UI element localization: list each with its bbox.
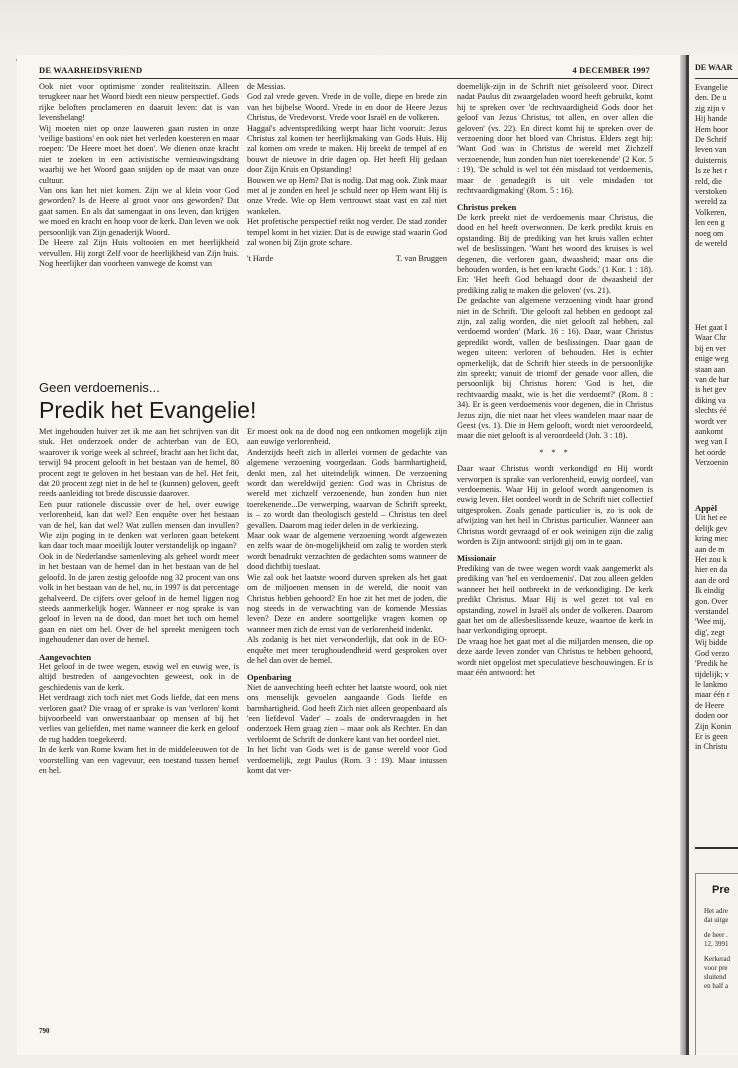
article-headline: Predik het Evangelie! [39,397,257,423]
section-heading: Christus preken [457,202,517,213]
text-line: aan de ord [695,575,730,585]
text-line: de heer . [704,931,728,939]
text-line: weg van I [695,437,728,447]
issue-date: 4 DECEMBER 1997 [572,65,650,75]
text-line: reld, die [695,176,722,186]
paragraph: In het licht van Gods wet is de ganse wereld voor God verdoemelijk, zegt Paulus (Rom. 3 : 19). Maar intussen komt dat ver- [247,745,447,775]
text-line: Is ze het r [695,166,728,176]
paragraph: Een puur rationele discussie over de hel, over euwige verlorenheid, kan dat wel? Een enquête over het bestaan van de hel, kan dat wel? Wat zullen mensen dan invullen? Wie zijn poging in te denken wat verloren gaan betekent kan daar toch maar moeilijk louter verstandelijk op ingaan? [39,499,239,551]
text-line: De Schrif [695,135,727,145]
text-line: Er is geen [695,731,728,741]
paragraph: de Messias. [247,82,286,91]
top-article-column-1 [39,82,239,269]
right-text-block-1 [695,83,738,250]
text-line: gon. Over [695,596,728,606]
text-line: dat uitge [704,916,729,924]
publication-name: DE WAARHEIDSVRIEND [39,65,143,75]
running-header [39,63,650,77]
text-line: de Heere [695,700,725,710]
text-line: verstandel [695,607,729,617]
text-line: staan aan [695,364,726,374]
text-line: zig zijn v [695,103,726,113]
paragraph: Haggaï's adventsprediking werpt haar licht vooruit: Jezus Christus zal komen ter heerlijkmaking van Gods Huis. Hij zal komen om vrede te maken. Hij breekt de tempel af en bouwt de nieuwe in drie dagen op. Het heeft Hij gedaan door Zijn Kruis en Opstanding! [247,123,447,175]
text-line: Hem hoor [695,124,728,134]
text-line: hier en da [695,565,728,575]
text-line: leven van [695,145,727,155]
section-divider-stars: * * * [539,447,571,457]
top-article-column-2 [247,82,447,264]
continuation-column [457,82,653,678]
text-line: sluitend [704,973,727,981]
text-line: is het gev [695,385,727,395]
paragraph: Wie zal ook het laatste woord durven spreken als het gaat om de miljoenen mensen in de wereld, die nooit van Christus hebben gehoord? En hoe zit het met de joden, die nog steeds in de verwachting van de komende Messias leven? Deze en andere soortgelijke vragen komen op wanneer men zich de ernst van de verlorenheid indenkt. [247,572,447,634]
text-line: Verzoenin [695,458,729,468]
text-line: Kerkerad [704,955,731,963]
paragraph: De kerk preekt niet de verdoemenis maar Christus, die dood en hel heeft overwonnen. De kerk predikt kruis en opstanding. Bij de prediking van het kruis vallen echter wel de beslissingen. 'Want het woord des kruises is wel degenen, die verloren gaan, dwaasheid; maar ons die behouden worden, is het een kracht Gods.' (1 Kor. 1 : 18). En: 'Het heeft God behaagd door de dwaasheid der prediking zalig te maken die geloven' (vs. 21). [457,212,653,295]
text-line: Hij hande [695,114,728,124]
text-line: Uit het ee [695,513,727,523]
paragraph: Anderzijds heeft zich in allerlei vormen de gedachte van algemene verzoening voorgedaan. Gods barmhartigheid, denkt men, zal het uiteindelijk winnen. De verzoening wordt dan wereldwijd gezien: God was in Christus de wereld met zichzelf verzoenende, hun zonden hun niet toerekenende...De verwerping, waarvan de Schrift spreekt, is – zo wordt dan theologisch gesteld – Christus ten deel gevallen. Daarom mag ieder delen in de verkiezing. [247,447,447,530]
text-line: diking va [695,395,726,405]
paragraph: In de kerk van Rome kwam het in de middeleeuwen tot de voorstelling van een vagevuur, een toestand tussen hemel en hel. [39,745,239,775]
text-line: Zijn Konin [695,721,732,731]
text-line: en half a [704,982,729,990]
paragraph: Van ons kan het niet komen. Zijn we al klein voor God geworden? Is de Heere al groot voor ons geworden? Dat gaat samen. En als dat samengaat in ons leven, dan krijgen we moed en kracht en hoop voor de kerk. Dan leven we ook persoonlijk van Zijn genaderijk Woord. [39,186,239,237]
text-line: len een g [695,218,725,228]
paragraph: doemelijk-zijn in de Schrift niet geïsoleerd voor. Direct nadat Paulus dit zwaargeladen woord heeft gebruikt, komt hij te spreken over 'de rechtvaardigheid Gods door het geloof van Jezus Christus, tot allen, en over allen die geloven' (vs. 22). En direct komt hij te spreken over de verzoening door het bloed van Christus. Elders zegt hij: 'Want God was in Christus de wereld met Zichzelf verzoenende, hun zonden hun niet toerekenende' (2 Kor. 5 : 19). 'De schuld is wel tot één misdaad tot verdoemenis, maar de genadegift is uit vele misdaden tot rechtvaardigmaking' (Rom. 5 : 16). [457,82,653,196]
text-line: aankomt [695,427,724,437]
section-heading: Openbaring [247,672,292,683]
text-line: wereld za [695,197,727,207]
text-line: tijdelijk; v [695,669,729,679]
text-line: delijk gev [695,523,728,533]
text-line: Het adre [704,907,728,915]
text-line: het oorde [695,447,726,457]
paragraph: Bouwen we op Hem? Dat is nodig. Dat mag ook. Zink maar met al je zonden en heel je schuld neer op Hem want Hij is onze Vrede. Wie op Hem vertrouwt staat vast en zal niet wankelen. [247,175,447,216]
text-line: doden oor [695,711,728,721]
header-rule [39,78,650,79]
section-heading: Aangevochten [39,651,92,662]
text-line: God verzo [695,648,730,658]
text-line: Waar Chr [695,333,727,343]
paragraph: Met ingehouden huiver zet ik me aan het schrijven van dit stuk. Het onderzoek onder de achterban van de EO, waarover ik vorige week al schreef, bracht aan het licht dat, terwijl 94 procent gelooft in het bestaan van de hemel, 80 procent zegt te geloven in het bestaan van de hel. Het feit, dat 20 procent zegt niet in de hel te (kunnen) geloven, geeft reeds aanleiding tot brede discussie daarover. [39,427,239,499]
text-line: voor pre [704,964,728,972]
text-line: enige weg [695,354,729,364]
paragraph: Ook niet voor optimisme zonder realiteitszin. Alleen terugkeer naar het Woord biedt een nieuw perspectief. Gods rijke beloften proclameren en daaruit leven: dat is van levensbelang! [39,82,239,123]
right-running-header: DE WAAR [695,63,733,72]
page-number: 790 [39,1027,50,1035]
scan-top-margin [0,0,738,55]
paragraph: Prediking van de twee wegen wordt vaak aangemerkt als prediking van 'hel en verdoemenis'. Dat zou alleen gelden wanneer het heil ontbreekt in de verkondiging. De kerk predikt Christus. Maar Hij is wel gezet tot val en opstanding, zowel in Israël als onder de volkeren. Daarom gaat het om de allesbeslissende keuze, waartoe de kerk in haar verkondiging oproept. [457,563,653,636]
text-line: Volkeren, [695,207,727,217]
text-line: in Christu [695,742,728,752]
text-line: noeg om [695,228,724,238]
main-article-column-1 [39,427,239,776]
text-line: kring mec [695,534,728,544]
text-line: den. De u [695,93,727,103]
text-line: Wij bidde [695,638,728,648]
text-line: de wereld [695,239,728,249]
signature-place: 't Harde [247,253,274,263]
text-line: 'Wee mij, [695,617,726,627]
text-line: Het gaat I [695,323,728,332]
paragraph: Het geloof in de twee wegen, euwig wel en euwig wee, is altijd bestreden of aangevochten geweest, ook in de geschiedenis van de kerk. [39,661,239,692]
text-line: aan de m [695,544,725,554]
right-newspaper-page [686,55,738,1055]
text-line: maar één r [695,690,730,700]
notice-box [695,873,738,1055]
main-article-column-2 [247,427,447,776]
paragraph: De gedachte van algemene verzoening vindt haar grond niet in de Schrift. 'Die gelooft zal hebben en gedoopt zal zijn, zal zalig worden, die niet gelooft zal hebben, zal verdoemd worden' (Mark. 16 : 16). Daar, waar Christus gepredikt wordt, vallen de beslissingen. Daar gaan de wegen uiteen: verloren of behouden. Het is echter opmerkelijk, dat de Schrift hier steeds in de persoonlijke zin spreekt; vanuit de triomf der genade voor allen, die persoonlijk bij Christus horen: 'God is het, die rechtvaardig maakt, wie is het die verdoemt?' (Rom. 8 : 34). Er is geen verdoemenis voor degenen, die in Christus Jezus zijn, die niet naar het vlees wandelen maar naar de Geest (vs. 1). Die in Hem gelooft, wordt niet veroordeeld, maar die niet gelooft is al veroordeeld (Joh. 3 : 18). [457,296,653,441]
paragraph: Het profetische perspectief reikt nog verder. De stad zonder tempel komt in het vizier. Dat is de euwige stad waarin God zal wonen bij Zijn grote schare. [247,217,447,248]
section-heading: Missionair [457,553,497,564]
text-line: bij en ver [695,343,726,353]
paragraph: De Heere zal Zijn Huis voltooien en met heerlijkheid vervullen. Hij zorgt Zelf voor de heerlijkheid van Zijn huis. Nog heerlijker dan voorheen vanwege de komst van [39,238,239,268]
paragraph: Ook in de Nederlandse samenleving als geheel wordt meer in het bestaan van de hemel dan in het bestaan van de hel geloofd. In de jaren zestig geloofde nog 32 procent van ons volk in het bestaan van de hel, nu, in 1997 is dat percentage gehalveerd. De cijfers over geloof in de hemel liggen nog steeds aanmerkelijk hoger. Wanneer er nog sprake is van geloof in leven na de dood, dan moet het toch om hemel gaan en niet om hel. Over de hel spreekt menigeen toch ingehoudener dan over de hemel. [39,551,239,645]
left-newspaper-page [17,55,680,1055]
right-header-rule [695,78,738,79]
article-kicker: Geen verdoemenis... [39,380,160,395]
text-line: wordt ver [695,416,727,426]
signature-author: T. van Bruggen [395,253,447,263]
paragraph: Er moest ook na de dood nog een ontkomen mogelijk zijn aan euwige verlorenheid. [247,427,447,447]
paragraph: Wij moeten niet op onze lauweren gaan rusten in onze 'veilige bastions' en ook niet het verleden koesteren en maar roepen: 'De Heere moet het doen'. We dienen onze kracht niet te zoeken in een activistische vernieuwingsdrang waarbij we het Woord gaan snijden op de maat van onze cultuur. [39,123,239,185]
paragraph: Niet de aanvechting heeft echter het laatste woord, ook niet ons menselijk gevoelen aangaande Gods liefde en barmhartigheid. God heeft Zich niet alleen geopenbaard als 'een liefdevol Vader' – zoals de ondervraagden in het onderzoek Hem graag zien – maar ook als Rechter. En dan verbloemt de Schrift de donkere kant van het oordeel niet. [247,682,447,744]
text-line: Het zou k [695,555,727,565]
text-line: duisternis [695,155,727,165]
text-line: verstoken [695,187,727,197]
text-line: Evangelie [695,83,728,92]
text-line: Ik eindig [695,586,725,596]
author-signature [247,254,447,264]
paragraph: Als zodanig is het niet verwonderlijk, dat ook in de EO-enquête met meer terughoudendheid werd gesproken over de hel dan over de hemel. [247,635,447,665]
paragraph: God zal vrede geven. Vrede in de volle, diepe en brede zin van het bijbelse Woord. Vrede in en door de Heere Jezus Christus, de Vredevorst. Vrede voor Israël en de volkeren. [247,92,447,123]
section-heading: Appèl [695,503,717,513]
box-top-rule [695,847,738,849]
paragraph: De vraag hoe het gaat met al die miljarden mensen, die op deze aarde leven zonder van Christus te hebben gehoord, wordt niet opgelost met speculatieve beschouwingen. Er is maar één antwoord: het [457,636,653,677]
text-line: dig', zegt [695,627,725,637]
text-line: slechts éé [695,406,727,416]
right-text-block-3 [695,503,738,753]
notice-box-title: Pre [712,884,730,896]
text-line: 'Predik he [695,659,728,669]
paragraph: Maar ook waar de algemene verzoening wordt afgewezen en zelfs waar de ön-mogelijkheid om zalig te worden sterk wordt benadrukt verzachten de gedachten soms wanneer de dood dichtbij toeslaat. [247,531,447,572]
text-line: van de har [695,375,730,385]
right-text-block-2 [695,323,738,469]
paragraph: Het verdraagt zich toch niet met Gods liefde, dat een mens verloren gaat? Die vraag of er sprake is van 'verloren' komt bijvoorbeeld van onwerstaanbaar op mensen af bij het verlies van geliefden, met name wanneer die kerk en geloof de rug hadden toegekeerd. [39,693,239,744]
text-line: le lankmo [695,679,728,689]
text-line: 12, 3991 [704,940,729,948]
paragraph: Daar waar Christus wordt verkondigd en Hij wordt verworpen is sprake van verlorenheid, euwig oordeel, van verdoemenis. Waar Hij in geloof wordt aangenomen is euwig leven. Het oordeel wordt in de Schrift niet collectief uitgesproken. Zoals genade particulier is, zo is ook de afwijzing van het heil in Christus particulier. Wanneer aan Christus wordt gevraagd of er ook weinigen zijn die zalig worden is Zijn antwoord: strijdt gij om in te gaan. [457,464,653,547]
